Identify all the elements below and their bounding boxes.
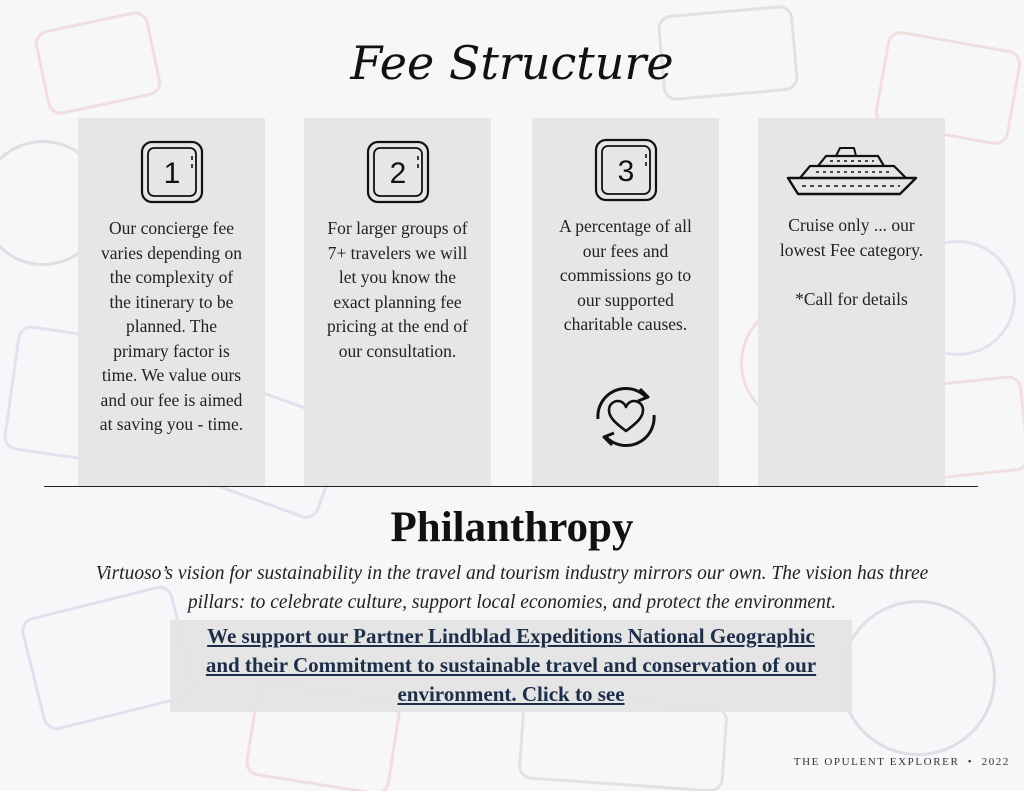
footer-year: 2022 — [981, 756, 1010, 768]
partner-link[interactable]: We support our Partner Lindblad Expeditions National Geographic and their Commitment to sustainable travel and conservation of our environment. Click to see — [170, 620, 852, 712]
card-text: For larger groups of 7+ travelers we will let you know the exact planning fee pricing at the end of our consultation. — [327, 218, 468, 361]
number-key-2-icon — [363, 138, 433, 208]
number-key-1-icon — [137, 138, 207, 208]
card-text: A percentage of all our fees and commissions go to our supported charitable causes. — [559, 216, 692, 334]
fee-card-1 — [78, 118, 265, 486]
vision-statement: Virtuoso’s vision for sustainability in the travel and tourism industry mirrors our own. The vision has three pillars: to celebrate culture, support local economies, and protect the environment. — [95, 563, 929, 613]
fee-card-3 — [532, 118, 719, 486]
number-key-3-icon — [591, 136, 661, 206]
footer-brand: THE OPULENT EXPLORER — [793, 756, 960, 768]
key-number: 2 — [389, 157, 406, 190]
philanthropy-heading: Philanthropy — [390, 504, 634, 551]
footer — [794, 756, 1010, 768]
key-number: 3 — [617, 155, 634, 188]
recycle-heart-icon — [584, 375, 668, 459]
footer-separator: • — [967, 756, 974, 768]
page-title: Fee Structure — [350, 36, 674, 90]
card-text: Cruise only ... our lowest Fee category. *Call for details — [779, 215, 924, 309]
fee-card-cruise — [758, 118, 945, 486]
key-number: 1 — [163, 157, 180, 190]
card-text: Our concierge fee varies depending on the complexity of the itinerary to be planned. The primary factor is time. We value ours and our fee is aimed at saving you - time. — [99, 218, 244, 434]
fee-card-2 — [304, 118, 491, 486]
section-divider — [44, 486, 978, 487]
cruise-ship-icon — [782, 142, 922, 202]
